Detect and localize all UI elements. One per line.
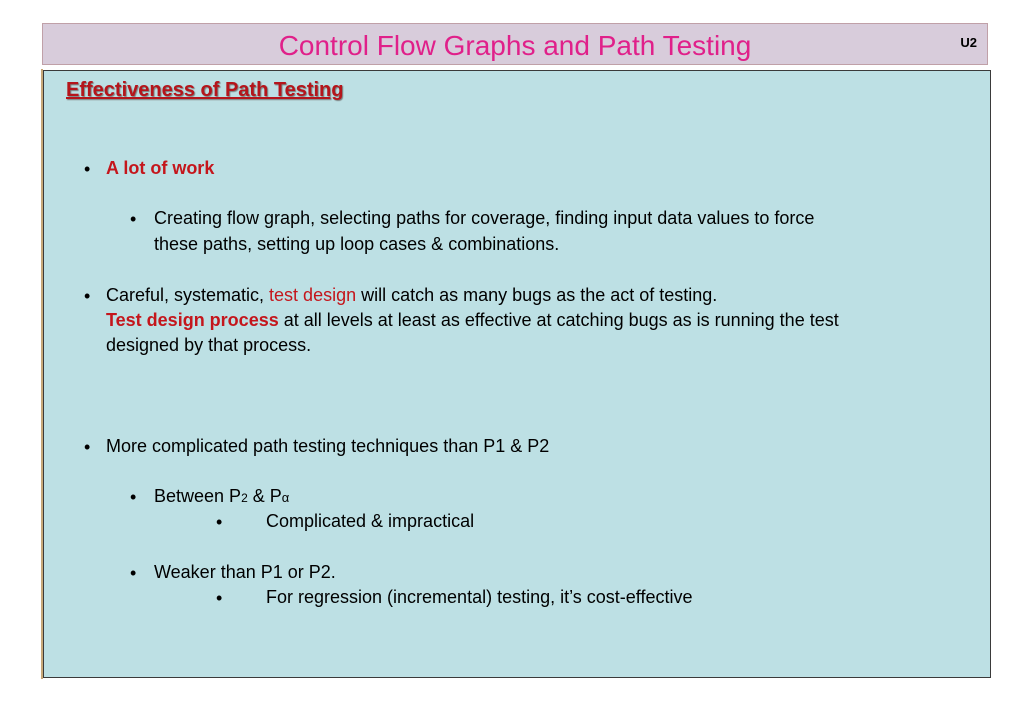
bullet-dot: • (84, 286, 91, 306)
sub-bullet-flow-graph-line1: Creating flow graph, selecting paths for coverage, finding input data values to force (154, 208, 815, 228)
title-bar (42, 23, 988, 65)
detail-regression: For regression (incremental) testing, it’s cost-effective (266, 587, 693, 607)
text-pre: Careful, systematic, (106, 285, 270, 305)
bullet-careful-systematic (106, 285, 717, 306)
text-rest: at all levels at least as effective at catching bugs as is running the test (278, 310, 839, 330)
text-test-design-process: Test design process (106, 310, 279, 330)
bullet-test-design-process (106, 310, 839, 331)
bullet-dot: • (84, 437, 91, 457)
slide-title: Control Flow Graphs and Path Testing (278, 30, 752, 61)
bullet-a-lot-of-work: A lot of work (106, 158, 215, 178)
bullet-dot: • (130, 563, 137, 583)
text-post: will catch as many bugs as the act of testing. (356, 285, 718, 305)
content-panel (43, 70, 991, 678)
detail-complicated: Complicated & impractical (266, 511, 475, 531)
bullet-dot: • (216, 588, 223, 608)
text-between: Between P (154, 486, 242, 506)
sub-bullet-between (154, 486, 289, 507)
text-and-p: & P (247, 486, 282, 506)
unit-label: U2 (960, 35, 977, 50)
bullet-dot: • (216, 512, 223, 532)
sub-bullet-flow-graph-line2: these paths, setting up loop cases & combinations. (154, 234, 560, 254)
bullet-dot: • (130, 487, 137, 507)
bullet-more-complicated: More complicated path testing techniques than P1 & P2 (106, 436, 550, 456)
sub-bullet-weaker: Weaker than P1 or P2. (154, 562, 336, 582)
bullet-designed-by: designed by that process. (106, 335, 312, 355)
text-sub-alpha: α (281, 490, 290, 505)
text-sub-2: 2 (241, 491, 248, 505)
section-heading: Effectiveness of Path Testing (66, 79, 344, 101)
text-test-design: test design (269, 285, 357, 305)
bullet-dot: • (84, 159, 91, 179)
bullet-dot: • (130, 209, 137, 229)
